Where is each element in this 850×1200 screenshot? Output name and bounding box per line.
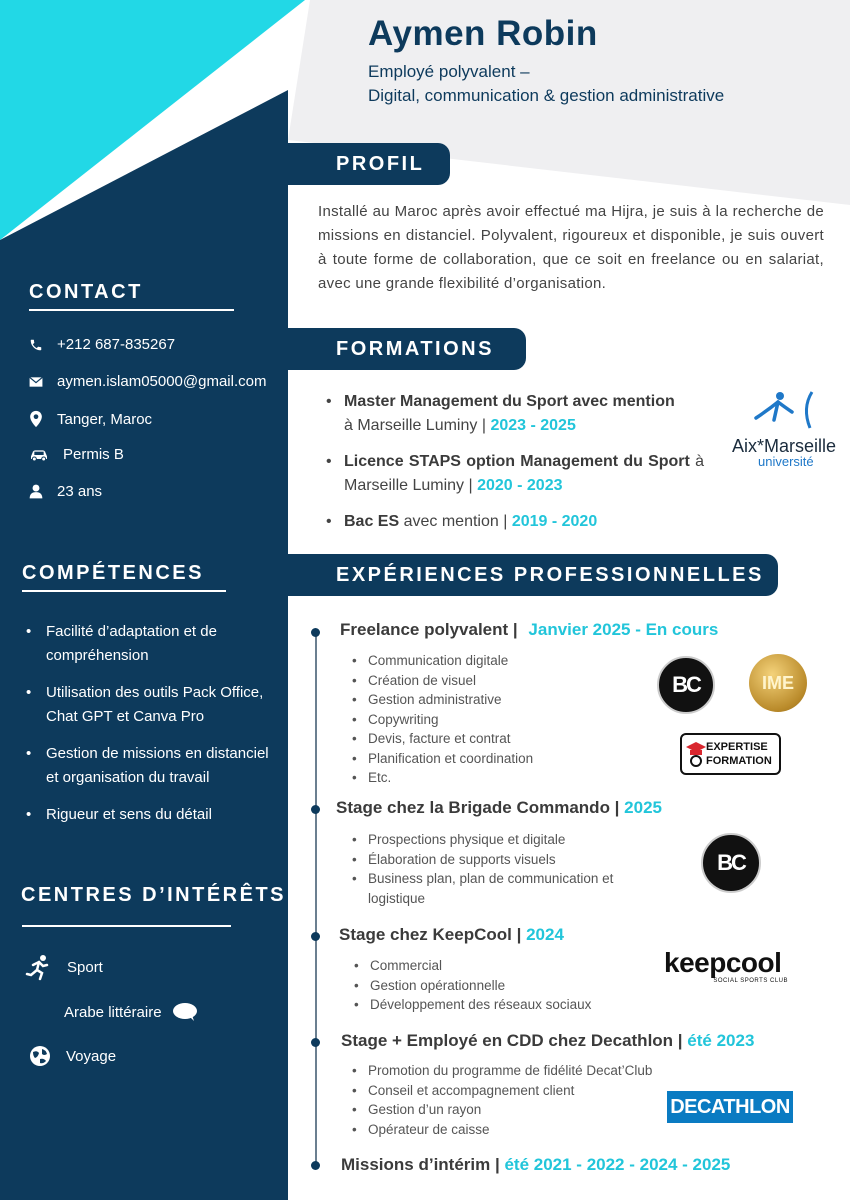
contact-license [29,446,124,463]
interest-arabe [64,1002,198,1022]
location-pin-icon [29,410,43,428]
subtitle-line-1: Employé polyvalent – [368,62,530,81]
globe-icon [28,1044,52,1068]
brigade-commando-logo: BC [657,656,715,714]
experience-title [341,1031,754,1051]
profile-text: Installé au Maroc après avoir effectué ma Hijra, je suis à la recherche de missions en distanciel. Polyvalent, rigoureux et disponible, je suis ouvert à toute forme de collaboration, que ce soit en freelance ou en salariat, avec une grande flexibilité d’organisation. [318,203,824,292]
formation-title: Master Management du Sport avec mention [344,393,675,410]
section-header-formations: FORMATIONS [288,328,526,370]
keepcool-tagline: SOCIAL SPORTS CLUB [713,978,788,984]
keepcool-wordmark: keepcool [664,947,782,978]
task-item: • Etc. [350,768,650,788]
task-item: • Commercial [352,956,652,976]
interest-label: Arabe littéraire [64,1003,162,1021]
formation-years: 2023 - 2025 [490,417,576,434]
amu-university-label: université [758,454,814,469]
experience-role: Freelance polyvalent | [340,620,518,639]
subtitle-line-2: Digital, communication & gestion administrative [368,86,725,105]
experience-title [336,798,662,818]
task-item: • Développement des réseaux sociaux [352,995,652,1015]
timeline-dot [311,1161,320,1170]
speech-bubble-icon [172,1002,198,1022]
contact-location [29,410,152,428]
experience-date: Janvier 2025 - En cours [528,620,719,639]
brigade-commando-logo: BC [701,833,761,893]
aix-marseille-university-logo [730,388,840,470]
experience-tasks [350,651,650,788]
competence-item: • Rigueur et sens du détail [26,803,281,827]
contact-phone [29,336,175,353]
job-subtitle [368,60,724,108]
interest-label: Sport [67,958,103,976]
email-address: aymen.islam05000@gmail.com [57,373,267,390]
experience-role: Missions d’intérim | [341,1155,500,1174]
keepcool-logo [664,948,796,988]
formation-title: Licence STAPS option Management du Sport [344,453,690,470]
expertise-formation-text [706,740,772,768]
sidebar-divider [22,925,231,927]
task-item: • Communication digitale [350,651,650,671]
decathlon-logo: DECATHLON [667,1091,793,1123]
experience-role: Stage chez KeepCool | [339,925,522,944]
candidate-name: Aymen Robin [368,14,598,53]
formation-years: 2019 - 2020 [511,513,598,530]
task-item: • Gestion opérationnelle [352,976,652,996]
competences-list [26,620,281,840]
license-text: Permis B [63,446,124,463]
formation-line: FORMATION [706,755,772,767]
task-item: • Conseil et accompagnement client [350,1081,660,1101]
formation-place: à Marseille Luminy | [344,453,704,494]
task-item: • Promotion du programme de fidélité Decat’Club [350,1061,660,1081]
competence-item: • Facilité d’adaptation et de compréhension [26,620,281,668]
running-person-icon [25,953,53,981]
contact-email [29,373,266,390]
task-item: • Opérateur de caisse [350,1120,660,1140]
mail-icon [29,376,43,388]
timeline-dot [311,1038,320,1047]
experience-date: 2024 [526,925,564,944]
experience-role: Stage chez la Brigade Commando | [336,798,620,817]
experience-date: été 2021 - 2022 - 2024 - 2025 [504,1155,731,1174]
sidebar-title-interets: CENTRES D’INTÉRÊTS [21,884,287,906]
ime-logo: IME [749,654,807,712]
car-icon [29,448,49,462]
timeline-dot [311,932,320,941]
interest-voyage [28,1044,116,1068]
expertise-line: EXPERTISE [706,741,768,753]
graduation-cap-icon [684,739,708,769]
task-item: • Planification et coordination [350,749,650,769]
task-item: • Gestion administrative [350,690,650,710]
location-text: Tanger, Maroc [57,410,153,428]
experience-tasks [352,956,652,1015]
experience-tasks [350,1061,660,1139]
task-item: • Prospections physique et digitale [350,830,650,850]
amu-figure-icon [730,388,840,432]
task-item: • Élaboration de supports visuels [350,850,650,870]
formation-item [326,450,704,498]
section-header-profil: PROFIL [288,143,450,185]
phone-number: +212 687-835267 [57,336,176,353]
sidebar-title-contact: CONTACT [29,281,143,303]
timeline-dot [311,805,320,814]
formation-years: 2020 - 2023 [477,477,563,494]
task-item: • Création de visuel [350,671,650,691]
experience-role: Stage + Employé en CDD chez Decathlon | [341,1031,683,1050]
experience-date: été 2023 [687,1031,755,1050]
formation-item [326,510,704,534]
experience-date: 2025 [624,798,662,817]
task-item: • Gestion d’un rayon [350,1100,660,1120]
formation-title: Bac ES [344,513,400,530]
formation-place: avec mention | [403,513,508,530]
formations-list [326,390,704,546]
sidebar-divider [22,590,226,592]
competence-item: • Utilisation des outils Pack Office, Chat GPT et Canva Pro [26,681,281,729]
expertise-formation-logo [680,733,781,775]
experience-title [340,620,718,640]
age-text: 23 ans [57,483,103,500]
interest-label: Voyage [66,1047,117,1065]
sidebar-divider [29,309,234,311]
formation-item [326,390,704,438]
section-header-experiences: EXPÉRIENCES PROFESSIONNELLES [288,554,778,596]
experience-title [341,1155,730,1175]
amu-wordmark: Aix*Marseille [732,436,837,456]
contact-age [29,483,102,500]
interest-sport [25,953,103,981]
experience-tasks [350,830,650,908]
task-item: • Devis, facture et contrat [350,729,650,749]
timeline-line [315,630,317,1165]
formation-place: à Marseille Luminy | [344,417,486,434]
phone-icon [29,338,43,352]
competence-item: • Gestion de missions en distanciel et organisation du travail [26,742,281,790]
task-item: • Copywriting [350,710,650,730]
sidebar-title-competences: COMPÉTENCES [22,562,204,584]
person-icon [29,484,43,499]
task-item: • Business plan, plan de communication et logistique [350,869,650,908]
experience-title [339,925,564,945]
timeline-dot [311,628,320,637]
